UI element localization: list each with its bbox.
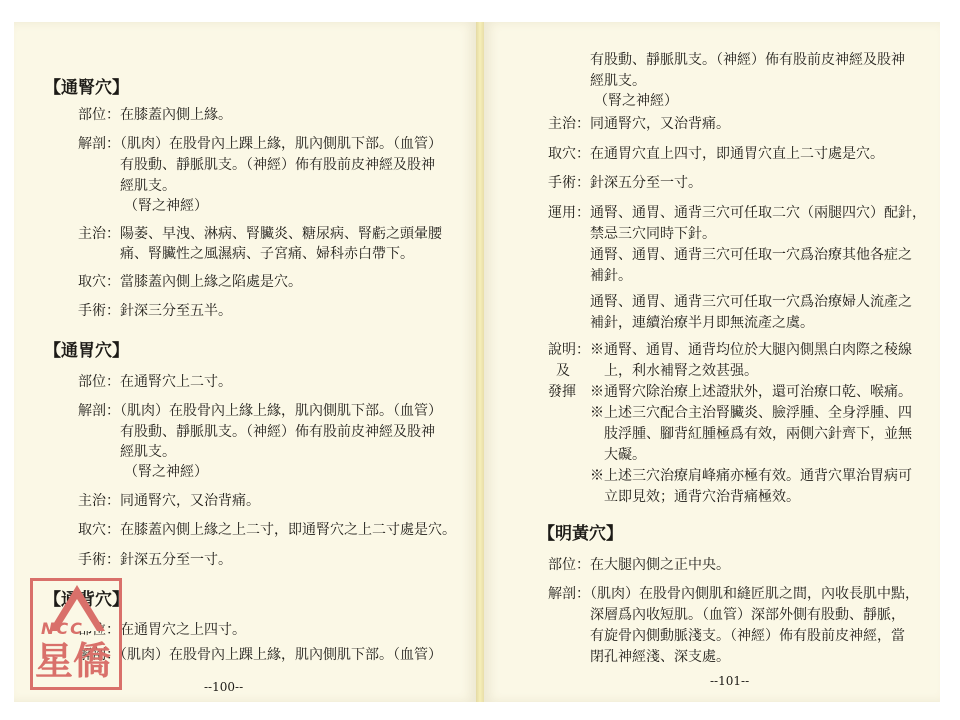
- text-line: 經肌支。: [590, 73, 646, 89]
- text-line: （腎之神經）: [124, 464, 208, 480]
- text-line: ※上述三穴治療肩峰痛亦極有效。通背穴單治胃病可: [590, 468, 912, 484]
- text-line: 取穴：當膝蓋內側上緣之陷處是穴。: [78, 274, 302, 290]
- text-line: （腎之神經）: [124, 198, 208, 214]
- text-line: 通腎、通胃、通背三穴可任取一穴爲治療婦人流產之: [590, 294, 912, 310]
- text-line: 經肌支。: [120, 444, 176, 460]
- text-line: 部位：在通腎穴上二寸。: [78, 374, 232, 390]
- text-line: 肢浮腫、腳背紅腫極爲有效，兩側六針齊下，並無: [604, 426, 912, 442]
- text-line: 閉孔神經淺、深支處。: [590, 649, 730, 665]
- text-line: ※上述三穴配合主治腎臟炎、臉浮腫、全身浮腫、四: [590, 405, 912, 421]
- text-line: 有股動、靜脈肌支。（神經）佈有股前皮神經及股神: [120, 424, 435, 440]
- text-line: 手術：針深五分至一寸。: [78, 552, 232, 568]
- text-line: 主治：陽萎、早洩、淋病、腎臟炎、糖尿病、腎虧之頭暈腰: [78, 226, 442, 242]
- page-number-right: --101--: [710, 674, 750, 688]
- text-line: 手術：針深三分至五半。: [78, 303, 232, 319]
- text-line: 有股動、靜脈肌支。（神經）佈有股前皮神經及股神: [120, 157, 435, 173]
- text-line: 補針，連續治療半月即無流產之虞。: [590, 315, 814, 331]
- text-line: 有旋骨內側動脈淺支。（神經）佈有股前皮神經，當: [590, 628, 905, 644]
- text-line: 禁忌三穴同時下針。: [590, 226, 716, 242]
- text-line: 補針。: [590, 268, 632, 284]
- text-line: 解剖：（肌肉）在股骨內上踝上緣，肌內側肌下部。（血管）: [78, 136, 442, 152]
- text-line: 主治：同通腎穴，又治背痛。: [78, 493, 260, 509]
- text-line: 部位：在通胃穴之上四寸。: [78, 622, 246, 638]
- text-line: 取穴：在膝蓋內側上緣之上二寸，即通腎穴之上二寸處是穴。: [78, 522, 456, 538]
- text-line: 發揮: [548, 384, 576, 400]
- text-line: 取穴：在通胃穴直上四寸，即通胃穴直上二寸處是穴。: [548, 146, 884, 162]
- text-line: 經肌支。: [120, 178, 176, 194]
- right-page: [484, 22, 940, 702]
- book-gutter: [476, 22, 484, 702]
- text-line: 說明：※通腎、通胃、通背均位於大腿內側黑白肉際之稜線: [548, 342, 912, 358]
- text-line: ※通腎穴除治療上述證狀外，還可治療口乾、喉痛。: [590, 384, 912, 400]
- heading-minghuang: 【明黃穴】: [538, 524, 623, 544]
- text-line: 及: [556, 363, 570, 379]
- text-line: 部位：在膝蓋內側上緣。: [78, 107, 232, 123]
- text-line: 大礙。: [604, 447, 646, 463]
- text-line: 解剖：（肌肉）在股骨內上緣上緣，肌內側肌下部。（血管）: [78, 403, 442, 419]
- text-line: 解剖：（肌肉）在股骨內上踝上緣，肌內側肌下部。（血管）: [78, 647, 442, 663]
- text-line: 通腎、通胃、通背三穴可任取一穴爲治療其他各症之: [590, 247, 912, 263]
- text-line: 上，利水補腎之效甚强。: [604, 363, 758, 379]
- stamp-latin-text: NCC: [41, 619, 84, 638]
- text-line: 痛、腎臟性之風濕病、子宮痛、婦科赤白帶下。: [120, 246, 414, 262]
- text-line: 深層爲內收短肌。（血管）深部外側有股動、靜脈，: [590, 607, 905, 623]
- text-line: 主治：同通腎穴，又治背痛。: [548, 116, 730, 132]
- page-number-left: --100--: [204, 680, 244, 694]
- heading-tongwei: 【通胃穴】: [44, 341, 129, 361]
- text-line: 立即見效；通背穴治背痛極效。: [604, 489, 800, 505]
- stamp-chinese-text: 星僑: [35, 639, 112, 683]
- heading-tongshen: 【通腎穴】: [44, 78, 129, 98]
- text-line: 有股動、靜脈肌支。（神經）佈有股前皮神經及股神: [590, 52, 905, 68]
- heading-tongbei: 【通背穴】: [44, 590, 129, 610]
- text-line: 解剖：（肌肉）在股骨內側肌和縫匠肌之間，內收長肌中點，: [548, 586, 919, 602]
- text-line: 手術：針深五分至一寸。: [548, 175, 702, 191]
- text-line: （腎之神經）: [594, 93, 678, 109]
- text-line: 部位：在大腿內側之正中央。: [548, 557, 730, 573]
- ncc-logo-stamp: [30, 578, 122, 690]
- text-line: 運用：通腎、通胃、通背三穴可任取二穴（兩腿四穴）配針，: [548, 205, 926, 221]
